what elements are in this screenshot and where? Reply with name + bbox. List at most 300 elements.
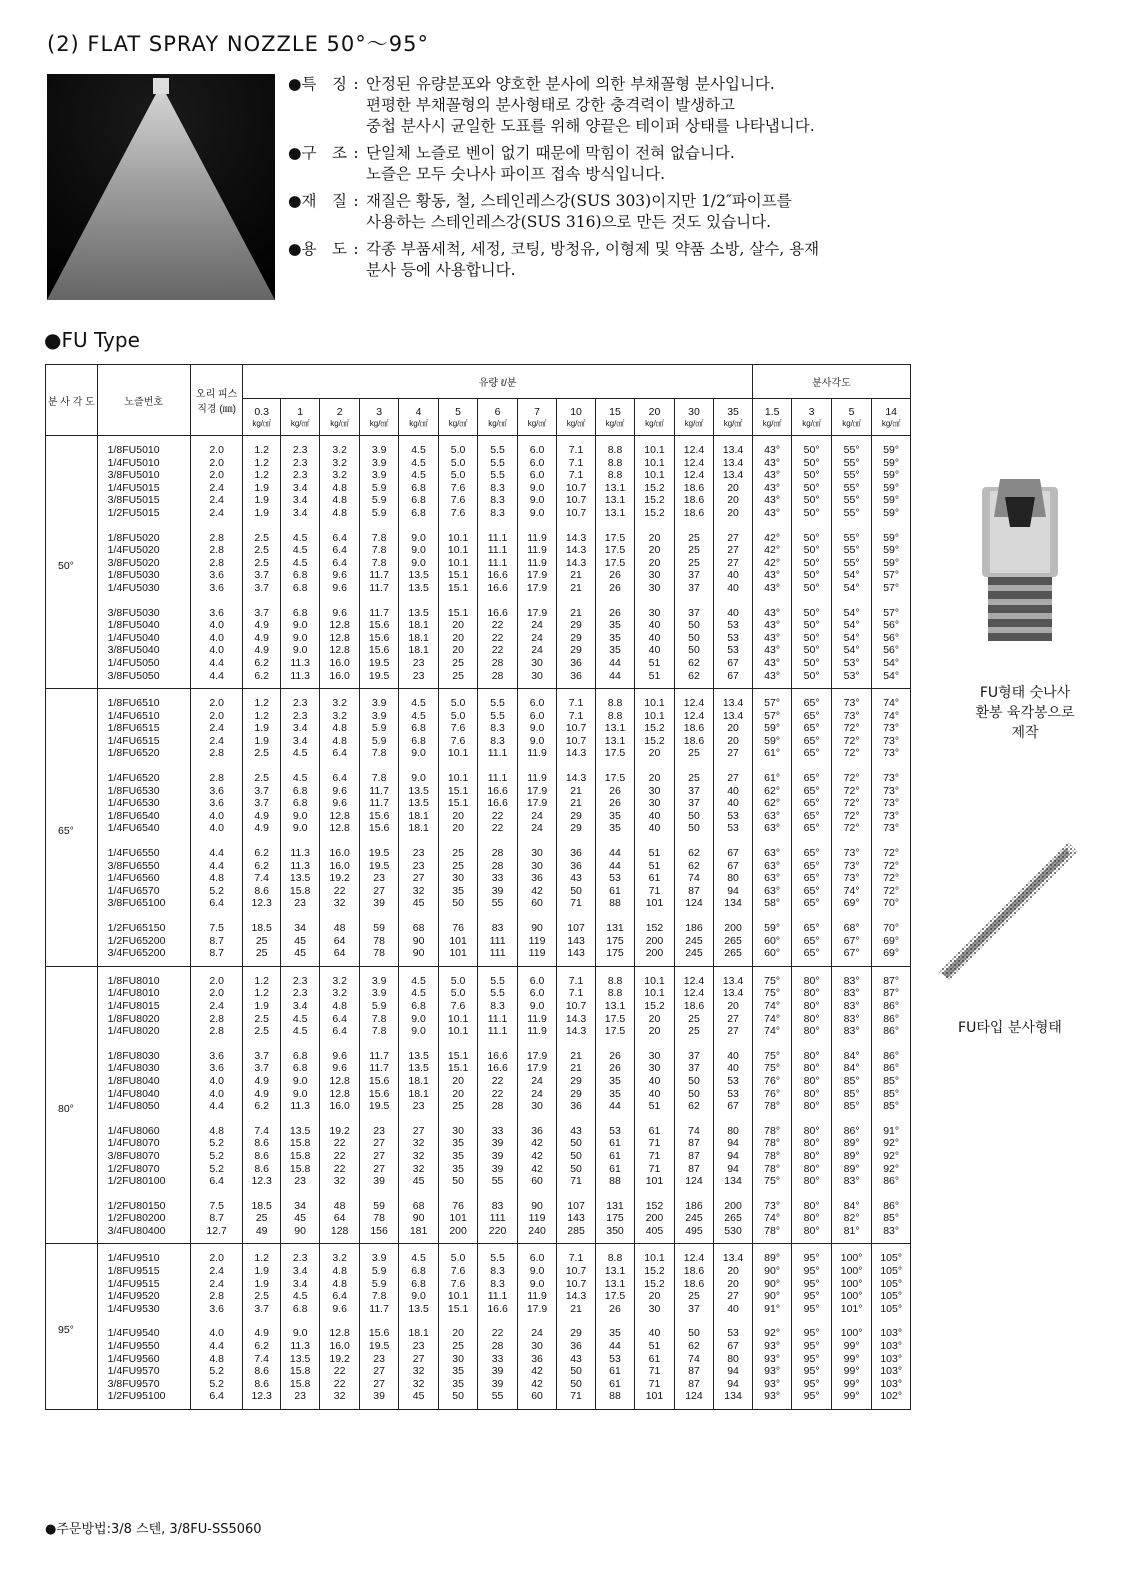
flow-cell: 23 [280, 1175, 319, 1188]
flow-cell: 10.1 [635, 469, 674, 482]
flow-cell: 27 [359, 1163, 398, 1176]
flow-cell: 2.3 [280, 436, 319, 457]
flow-cell: 13.5 [280, 872, 319, 885]
spray-angle-value-cell: 86° [872, 1025, 911, 1038]
spray-angle-value-cell: 80° [792, 1025, 831, 1038]
table-row [46, 619, 911, 632]
flow-cell: 20 [635, 747, 674, 760]
flow-cell: 29 [557, 1088, 595, 1101]
flow-cell: 18.1 [399, 810, 438, 823]
flow-cell: 6.8 [399, 1265, 438, 1278]
flow-cell: 90 [280, 1225, 319, 1244]
spray-angle-value-cell: 65° [792, 835, 831, 860]
flow-cell: 36 [557, 657, 595, 670]
flow-cell: 530 [714, 1225, 753, 1244]
table-row [46, 569, 911, 582]
flow-cell: 45 [280, 1212, 319, 1225]
spray-angle-value-cell: 100° [831, 1265, 872, 1278]
flow-cell: 67 [714, 670, 753, 689]
table-row [46, 835, 911, 860]
spray-angle-value-cell: 80° [792, 1000, 831, 1013]
pressure-unit: kg/㎠ [448, 418, 468, 428]
nozzle-model-cell: 1/4FU9570 [97, 1365, 190, 1378]
flow-cell: 8.8 [595, 457, 634, 470]
orifice-cell: 4.4 [190, 1100, 243, 1113]
table-row [46, 1062, 911, 1075]
pressure-value: 3 [808, 405, 815, 418]
flow-cell: 35 [438, 885, 477, 898]
feature-line: 안정된 유량분포와 양호한 분사에 의한 부채꼴형 분사입니다. [366, 75, 775, 93]
flow-cell: 35 [438, 1378, 477, 1391]
spray-angle-value-cell: 80° [792, 987, 831, 1000]
flow-cell: 20 [714, 1265, 753, 1278]
flow-cell: 1.9 [243, 722, 280, 735]
spec-table [45, 364, 911, 1410]
table-row [46, 947, 911, 966]
table-row [46, 582, 911, 595]
flow-cell: 9.6 [320, 582, 359, 595]
flow-cell: 35 [438, 1365, 477, 1378]
spray-angle-value-cell: 50° [792, 595, 831, 620]
flow-cell: 1.9 [243, 735, 280, 748]
flow-cell: 36 [557, 1100, 595, 1113]
pressure-unit: kg/㎠ [881, 418, 901, 428]
pressure-unit: kg/㎠ [252, 418, 272, 428]
flow-cell: 62 [674, 657, 713, 670]
flow-cell: 37 [674, 1038, 713, 1063]
flow-cell: 9.0 [399, 1025, 438, 1038]
spray-angle-value-cell: 50° [792, 436, 831, 457]
flow-cell: 131 [595, 910, 634, 935]
flow-cell: 50 [557, 1150, 595, 1163]
spray-angle-value-cell: 57° [872, 595, 911, 620]
pressure-value: 2 [336, 405, 343, 418]
flow-cell: 26 [595, 595, 634, 620]
flow-cell: 3.2 [320, 689, 359, 710]
spray-angle-value-cell: 78° [752, 1150, 791, 1163]
flow-cell: 11.3 [280, 657, 319, 670]
spray-angle-value-cell: 55° [831, 520, 872, 545]
spray-angle-value-cell: 80° [792, 1175, 831, 1188]
flow-cell: 3.7 [243, 595, 280, 620]
flow-cell: 1.2 [243, 710, 280, 723]
flow-cell: 94 [714, 1163, 753, 1176]
spray-angle-value-cell: 76° [752, 1088, 791, 1101]
pressure-header [635, 399, 674, 436]
flow-cell: 61 [595, 1365, 634, 1378]
spray-angle-value-cell: 55° [831, 482, 872, 495]
flow-cell: 6.8 [399, 482, 438, 495]
pressure-unit: kg/㎠ [684, 418, 704, 428]
flow-cell: 18.6 [674, 735, 713, 748]
flow-cell: 94 [714, 1150, 753, 1163]
flow-cell: 12.4 [674, 469, 713, 482]
spray-angle-value-cell: 73° [831, 710, 872, 723]
spray-angle-value-cell: 65° [792, 935, 831, 948]
flow-cell: 25 [438, 835, 477, 860]
orifice-cell: 3.6 [190, 1303, 243, 1316]
nozzle-caption [955, 683, 1095, 743]
flow-cell: 74 [674, 872, 713, 885]
flow-cell: 25 [438, 860, 477, 873]
flow-cell: 12.8 [320, 810, 359, 823]
table-row [46, 822, 911, 835]
spray-angle-value-cell: 83° [872, 1225, 911, 1244]
table-row [46, 1225, 911, 1244]
flow-cell: 17.5 [595, 1013, 634, 1026]
spray-angle-value-cell: 80° [792, 1137, 831, 1150]
flow-cell: 18.1 [399, 1315, 438, 1340]
flow-cell: 8.8 [595, 1244, 634, 1265]
spray-angle-value-cell: 95° [792, 1244, 831, 1265]
flow-cell: 4.5 [280, 1290, 319, 1303]
flow-cell: 12.3 [243, 1390, 280, 1409]
flow-cell: 18.1 [399, 632, 438, 645]
flow-cell: 13.5 [399, 595, 438, 620]
spray-angle-value-cell: 86° [872, 1013, 911, 1026]
flow-cell: 7.6 [438, 735, 477, 748]
table-row [46, 1113, 911, 1138]
flow-cell: 13.4 [714, 966, 753, 987]
flow-cell: 200 [635, 947, 674, 966]
orifice-cell: 4.4 [190, 1340, 243, 1353]
spray-angle-value-cell: 80° [792, 1013, 831, 1026]
flow-cell: 30 [517, 670, 556, 689]
flow-cell: 15.8 [280, 1163, 319, 1176]
flow-cell: 3.7 [243, 569, 280, 582]
flow-cell: 9.6 [320, 569, 359, 582]
spray-angle-value-cell: 69° [872, 935, 911, 948]
spec-table-body [46, 436, 911, 1410]
flow-cell: 61 [595, 1378, 634, 1391]
flow-cell: 2.5 [243, 520, 280, 545]
flow-cell: 33 [478, 1353, 517, 1366]
flow-cell: 59 [359, 1188, 398, 1213]
flow-cell: 30 [635, 582, 674, 595]
flow-cell: 7.1 [557, 966, 595, 987]
flow-cell: 34 [280, 910, 319, 935]
flow-cell: 48 [320, 1188, 359, 1213]
spray-angle-value-cell: 65° [792, 760, 831, 785]
flow-cell: 15.6 [359, 822, 398, 835]
flow-cell: 11.1 [478, 1290, 517, 1303]
flow-cell: 9.6 [320, 595, 359, 620]
nozzle-model-cell: 3/8FU5015 [97, 494, 190, 507]
flow-cell: 12.3 [243, 1175, 280, 1188]
spray-angle-value-cell: 62° [752, 797, 791, 810]
orifice-cell: 3.6 [190, 785, 243, 798]
flow-cell: 29 [557, 810, 595, 823]
spray-angle-value-cell: 92° [872, 1137, 911, 1150]
flow-cell: 10.1 [635, 710, 674, 723]
feature-line: 분사 등에 사용합니다. [366, 261, 516, 279]
pressure-unit: kg/㎠ [842, 418, 861, 428]
flow-cell: 6.8 [280, 1038, 319, 1063]
flow-cell: 67 [714, 835, 753, 860]
nozzle-model-cell: 1/8FU6530 [97, 785, 190, 798]
flow-cell: 6.4 [320, 1290, 359, 1303]
flow-cell: 45 [399, 1390, 438, 1409]
spray-angle-value-cell: 73° [872, 747, 911, 760]
spray-angle-value-cell: 43° [752, 644, 791, 657]
spray-angle-value-cell: 50° [792, 619, 831, 632]
flow-cell: 11.9 [517, 544, 556, 557]
flow-cell: 17.9 [517, 785, 556, 798]
flow-cell: 156 [359, 1225, 398, 1244]
flow-cell: 5.0 [438, 710, 477, 723]
spray-angle-value-cell: 53° [831, 657, 872, 670]
flow-cell: 50 [557, 1378, 595, 1391]
flow-cell: 8.6 [243, 1137, 280, 1150]
flow-cell: 175 [595, 935, 634, 948]
flow-cell: 7.4 [243, 872, 280, 885]
spray-angle-value-cell: 72° [831, 735, 872, 748]
flow-cell: 8.8 [595, 987, 634, 1000]
flow-cell: 11.1 [478, 544, 517, 557]
flow-cell: 25 [243, 935, 280, 948]
flow-cell: 19.5 [359, 670, 398, 689]
flow-cell: 32 [399, 1365, 438, 1378]
pressure-unit: kg/㎠ [723, 418, 743, 428]
flow-cell: 71 [635, 1163, 674, 1176]
flow-cell: 9.0 [399, 520, 438, 545]
spray-angle-value-cell: 60° [752, 935, 791, 948]
flow-cell: 12.8 [320, 632, 359, 645]
flow-cell: 3.7 [243, 797, 280, 810]
pressure-header [595, 399, 634, 436]
flow-cell: 45 [280, 935, 319, 948]
nozzle-model-cell: 1/4FU5030 [97, 582, 190, 595]
flow-cell: 53 [714, 1315, 753, 1340]
flow-cell: 37 [674, 1062, 713, 1075]
page-title: (2) FLAT SPRAY NOZZLE 50°～95° [47, 32, 429, 56]
pressure-value: 30 [688, 405, 700, 418]
flow-cell: 9.0 [399, 1013, 438, 1026]
flow-cell: 44 [595, 860, 634, 873]
spray-angle-value-cell: 95° [792, 1278, 831, 1291]
flow-cell: 18.5 [243, 910, 280, 935]
flow-cell: 11.1 [478, 1013, 517, 1026]
flow-cell: 6.2 [243, 860, 280, 873]
flow-cell: 6.2 [243, 1100, 280, 1113]
flow-cell: 61 [635, 872, 674, 885]
spray-angle-value-cell: 75° [752, 1038, 791, 1063]
flow-cell: 17.5 [595, 1290, 634, 1303]
flow-cell: 27 [714, 760, 753, 785]
pressure-header [831, 399, 872, 436]
feature-line: 단일체 노즐로 벤이 없기 때문에 막힘이 전혀 없습니다. [366, 144, 735, 162]
flow-cell: 61 [595, 1150, 634, 1163]
orifice-cell: 4.4 [190, 670, 243, 689]
flow-cell: 13.1 [595, 494, 634, 507]
flow-cell: 34 [280, 1188, 319, 1213]
spray-angle-value-cell: 59° [872, 457, 911, 470]
table-row [46, 1340, 911, 1353]
flow-cell: 16.6 [478, 569, 517, 582]
flow-cell: 3.4 [280, 494, 319, 507]
flow-cell: 9.0 [399, 1290, 438, 1303]
flow-cell: 35 [438, 1150, 477, 1163]
flow-cell: 28 [478, 835, 517, 860]
spray-angle-value-cell: 99° [831, 1365, 872, 1378]
flow-cell: 14.3 [557, 544, 595, 557]
spray-angle-value-cell: 73° [872, 822, 911, 835]
flow-cell: 13.4 [714, 469, 753, 482]
orifice-cell: 2.8 [190, 557, 243, 570]
flow-cell: 28 [478, 670, 517, 689]
flow-cell: 4.5 [280, 747, 319, 760]
nozzle-caption-line: 환봉 육각봉으로 [975, 705, 1075, 721]
flow-cell: 2.3 [280, 1244, 319, 1265]
flow-cell: 4.8 [320, 482, 359, 495]
flow-cell: 17.9 [517, 1038, 556, 1063]
flow-cell: 8.6 [243, 1150, 280, 1163]
flow-cell: 15.2 [635, 1000, 674, 1013]
flow-cell: 21 [557, 1038, 595, 1063]
orifice-cell: 5.2 [190, 1137, 243, 1150]
flow-cell: 143 [557, 935, 595, 948]
table-row [46, 810, 911, 823]
flow-cell: 7.6 [438, 507, 477, 520]
pressure-value: 10 [570, 405, 582, 418]
pressure-value: 4 [415, 405, 422, 418]
flow-cell: 17.5 [595, 557, 634, 570]
pressure-value: 5 [455, 405, 461, 418]
flow-cell: 68 [399, 1188, 438, 1213]
spray-angle-value-cell: 105° [872, 1265, 911, 1278]
flow-cell: 15.2 [635, 1265, 674, 1278]
flow-cell: 7.4 [243, 1353, 280, 1366]
flow-cell: 2.5 [243, 1025, 280, 1038]
flow-cell: 36 [517, 1353, 556, 1366]
spray-angle-value-cell: 86° [872, 1000, 911, 1013]
spray-angle-value-cell: 54° [831, 582, 872, 595]
flow-cell: 13.4 [714, 457, 753, 470]
flow-cell: 8.3 [478, 507, 517, 520]
spray-angle-value-cell: 63° [752, 810, 791, 823]
flow-cell: 6.8 [399, 735, 438, 748]
orifice-cell: 4.8 [190, 872, 243, 885]
flow-cell: 8.3 [478, 1265, 517, 1278]
nozzle-model-cell: 3/4FU65200 [97, 947, 190, 966]
spray-angle-value-cell: 105° [872, 1278, 911, 1291]
flow-cell: 71 [557, 1390, 595, 1409]
spray-angle-value-cell: 83° [831, 1013, 872, 1026]
flow-cell: 134 [714, 897, 753, 910]
flow-cell: 26 [595, 569, 634, 582]
spray-angle-value-cell: 83° [831, 1025, 872, 1038]
nozzle-model-cell: 1/4FU8060 [97, 1113, 190, 1138]
spray-angle-value-cell: 50° [792, 632, 831, 645]
flow-cell: 350 [595, 1225, 634, 1244]
spray-angle-value-cell: 74° [752, 1013, 791, 1026]
flow-cell: 20 [714, 482, 753, 495]
orifice-cell: 3.6 [190, 797, 243, 810]
flow-cell: 64 [320, 1212, 359, 1225]
flow-cell: 119 [517, 947, 556, 966]
nozzle-model-cell: 3/8FU5010 [97, 469, 190, 482]
flow-cell: 9.0 [280, 822, 319, 835]
spray-angle-value-cell: 93° [752, 1365, 791, 1378]
flow-cell: 30 [635, 569, 674, 582]
spray-angle-value-cell: 72° [872, 885, 911, 898]
flow-cell: 36 [557, 835, 595, 860]
spray-angle-value-cell: 59° [872, 557, 911, 570]
spray-angle-value-cell: 86° [831, 1113, 872, 1138]
flow-cell: 25 [243, 1212, 280, 1225]
spray-angle-value-cell: 55° [831, 436, 872, 457]
spray-angle-value-cell: 83° [831, 987, 872, 1000]
spray-angle-value-cell: 58° [752, 897, 791, 910]
nozzle-model-cell: 1/4FU6570 [97, 885, 190, 898]
spray-angle-value-cell: 103° [872, 1365, 911, 1378]
flow-cell: 26 [595, 1303, 634, 1316]
flow-cell: 27 [359, 1378, 398, 1391]
flow-cell: 4.8 [320, 1265, 359, 1278]
flow-cell: 6.8 [280, 595, 319, 620]
flow-cell: 26 [595, 582, 634, 595]
spray-angle-value-cell: 63° [752, 822, 791, 835]
flow-cell: 22 [478, 822, 517, 835]
spray-angle-value-cell: 43° [752, 494, 791, 507]
flow-cell: 1.2 [243, 966, 280, 987]
nozzle-model-cell: 3/8FU5040 [97, 644, 190, 657]
spray-angle-value-cell: 83° [831, 966, 872, 987]
flow-cell: 78 [359, 935, 398, 948]
flow-cell: 7.8 [359, 747, 398, 760]
spray-angle-value-cell: 70° [872, 897, 911, 910]
flow-cell: 5.5 [478, 457, 517, 470]
spray-angle-value-cell: 73° [872, 797, 911, 810]
nozzle-model-cell: 1/4FU9510 [97, 1244, 190, 1265]
spray-angle-value-cell: 72° [831, 747, 872, 760]
flow-cell: 5.0 [438, 1244, 477, 1265]
spray-angle-value-cell: 50° [792, 569, 831, 582]
flow-cell: 3.9 [359, 710, 398, 723]
spray-angle-value-cell: 54° [831, 619, 872, 632]
flow-cell: 94 [714, 1137, 753, 1150]
feature-line: 각종 부품세척, 세정, 코팅, 방청유, 이형제 및 약품 소방, 살수, 용재 [366, 240, 820, 258]
flow-cell: 25 [438, 1340, 477, 1353]
spray-angle-value-cell: 43° [752, 436, 791, 457]
flow-cell: 39 [478, 1378, 517, 1391]
pressure-header [478, 399, 517, 436]
flow-cell: 30 [635, 1038, 674, 1063]
spray-angle-value-cell: 65° [792, 797, 831, 810]
flow-cell: 11.7 [359, 785, 398, 798]
spray-angle-value-cell: 95° [792, 1365, 831, 1378]
flow-cell: 42 [517, 1365, 556, 1378]
pressure-unit: kg/㎠ [802, 418, 821, 428]
flow-cell: 13.5 [399, 785, 438, 798]
flow-cell: 3.9 [359, 689, 398, 710]
feature-line: 재질은 황동, 철, 스테인레스강(SUS 303)이지만 1/2″파이프를 [366, 192, 792, 210]
flow-cell: 29 [557, 644, 595, 657]
flow-cell: 15.1 [438, 1038, 477, 1063]
flow-cell: 23 [280, 897, 319, 910]
table-row [46, 494, 911, 507]
flow-cell: 6.4 [320, 760, 359, 785]
flow-cell: 3.2 [320, 1244, 359, 1265]
spray-angle-value-cell: 105° [872, 1244, 911, 1265]
spray-angle-value-cell: 56° [872, 632, 911, 645]
flow-cell: 76 [438, 910, 477, 935]
flow-cell: 48 [320, 910, 359, 935]
spray-angle-value-cell: 75° [752, 1062, 791, 1075]
orifice-cell: 2.0 [190, 457, 243, 470]
spray-angle-value-cell: 50° [792, 582, 831, 595]
table-row [46, 760, 911, 785]
